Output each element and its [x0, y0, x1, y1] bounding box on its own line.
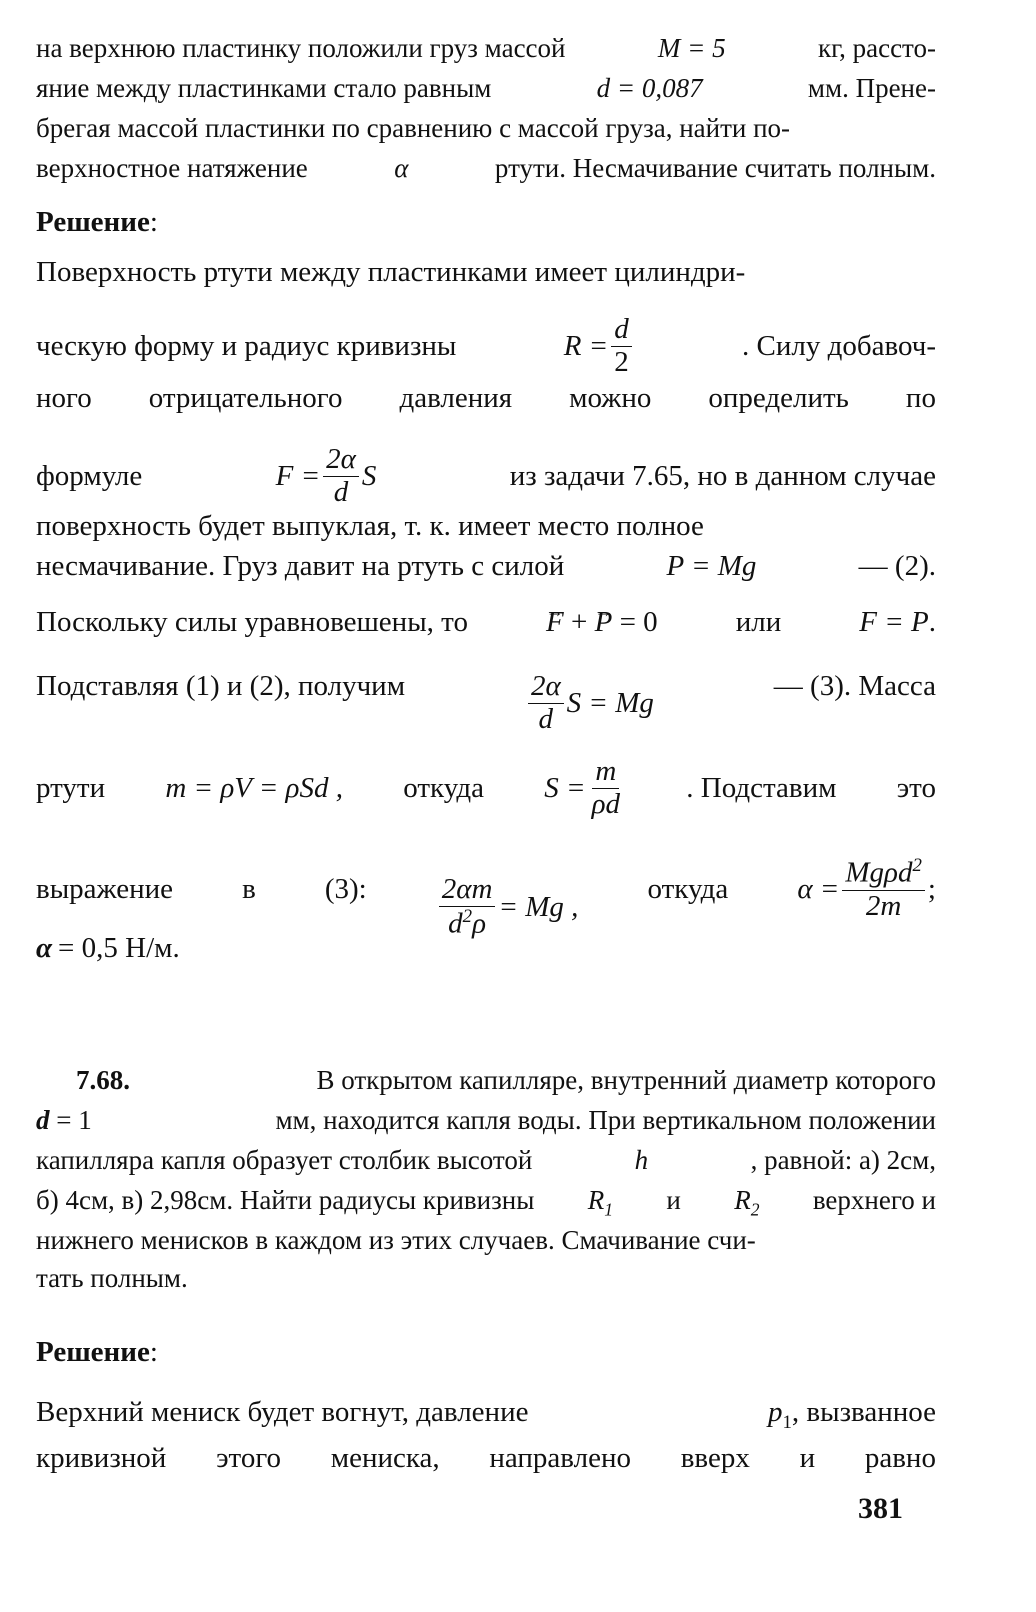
formula-radius: R = $\frac{d}{2}$: [564, 314, 635, 379]
problem-text-line: d = 1 мм, находится капля воды. При вертикальном положении: [36, 1105, 936, 1135]
solution-line: Поскольку силы уравновешены, то → F + → P = 0 или F = P.: [36, 604, 936, 640]
solution-line: кривизной этого мениска, направлено вверх и равно: [36, 1442, 936, 1474]
problem-text-line: на верхнюю пластинку положили груз массой M = 5 кг, рассто-: [36, 33, 936, 63]
solution-line: выражение в (3): $\frac{2\alpha m}{d^2\rho}$ = Mg , откуда α = $\frac{Mg\rho d^2}{2m}$ ;: [36, 855, 936, 940]
problem-number: 7.68.: [76, 1065, 130, 1095]
formula-3: $\frac{2\alpha}{d}$ S = Mg: [525, 671, 654, 736]
problem-text-line: капилляра капля образует столбик высотой h , равной: а) 2см,: [36, 1145, 936, 1175]
problem-text-line: верхностное натяжение α ртути. Несмачивание считать полным.: [36, 153, 936, 183]
solution-line: Поверхность ртути между пластинками имеет цилиндри-: [36, 256, 746, 288]
problem-text-line: нижнего менисков в каждом из этих случаев. Смачивание счи-: [36, 1225, 756, 1255]
fraction: $\frac{Mg\rho d^2}{2m}$: [842, 856, 925, 922]
problem-text-line: брегая массой пластинки по сравнению с массой груза, найти по-: [36, 113, 791, 143]
solution-line: несмачивание. Груз давит на ртуть с силой P = Mg — (2).: [36, 550, 936, 582]
page-number: 381: [858, 1492, 903, 1525]
solution-line: ного отрицательного давления можно определить по: [36, 382, 936, 414]
problem-text-line: 7.68. В открытом капилляре, внутренний диаметр которого: [76, 1062, 936, 1098]
solution-line: Верхний мениск будет вогнут, давление $p_1$, вызванное: [36, 1396, 936, 1433]
formula-area: S = $\frac{m}{\rho d}$: [544, 756, 626, 821]
problem-text-line: тать полным.: [36, 1263, 188, 1293]
formula-force: F = $\frac{2\alpha}{d}$ S: [275, 443, 377, 508]
fraction: $\frac{2\alpha m}{d^2\rho}$: [439, 874, 496, 940]
formula-alpha: α = $\frac{Mg\rho d^2}{2m}$ ;: [797, 855, 936, 922]
answer-line: α = 0,5 Н/м.: [36, 932, 180, 964]
problem-text-line: б) 4см, в) 2,98см. Найти радиусы кривизны $R_1$ и $R_2$ верхнего и: [36, 1185, 936, 1220]
fraction: $\frac{2\alpha}{d}$: [528, 671, 564, 736]
formula-substitution: $\frac{2\alpha m}{d^2\rho}$ = Mg ,: [436, 874, 579, 940]
fraction: $\frac{d}{2}$: [611, 314, 632, 379]
solution-line: поверхность будет выпуклая, т. к. имеет место полное: [36, 510, 704, 542]
fraction: $\frac{m}{\rho d}$: [591, 755, 621, 820]
solution-heading: Решение :: [36, 1336, 158, 1368]
solution-heading: Решение :: [36, 206, 158, 238]
solution-line: ческую форму и радиус кривизны R = $\frac{d}{2}$ . Силу добавоч-: [36, 313, 936, 378]
problem-text-line: яние между пластинками стало равным d = 0,087 мм. Прене-: [36, 73, 936, 103]
fraction: $\frac{2\alpha}{d}$: [323, 444, 359, 509]
solution-line: ртути m = ρV = ρSd , откуда S = $\frac{m}{\rho d}$ . Подставим это: [36, 755, 936, 820]
solution-line: формуле F = $\frac{2\alpha}{d}$ S из задачи 7.65, но в данном случае: [36, 443, 936, 508]
solution-line: Подставляя (1) и (2), получим $\frac{2\alpha}{d}$ S = Mg — (3). Масса: [36, 670, 936, 735]
vector-equation: → F + → P = 0: [546, 604, 658, 640]
